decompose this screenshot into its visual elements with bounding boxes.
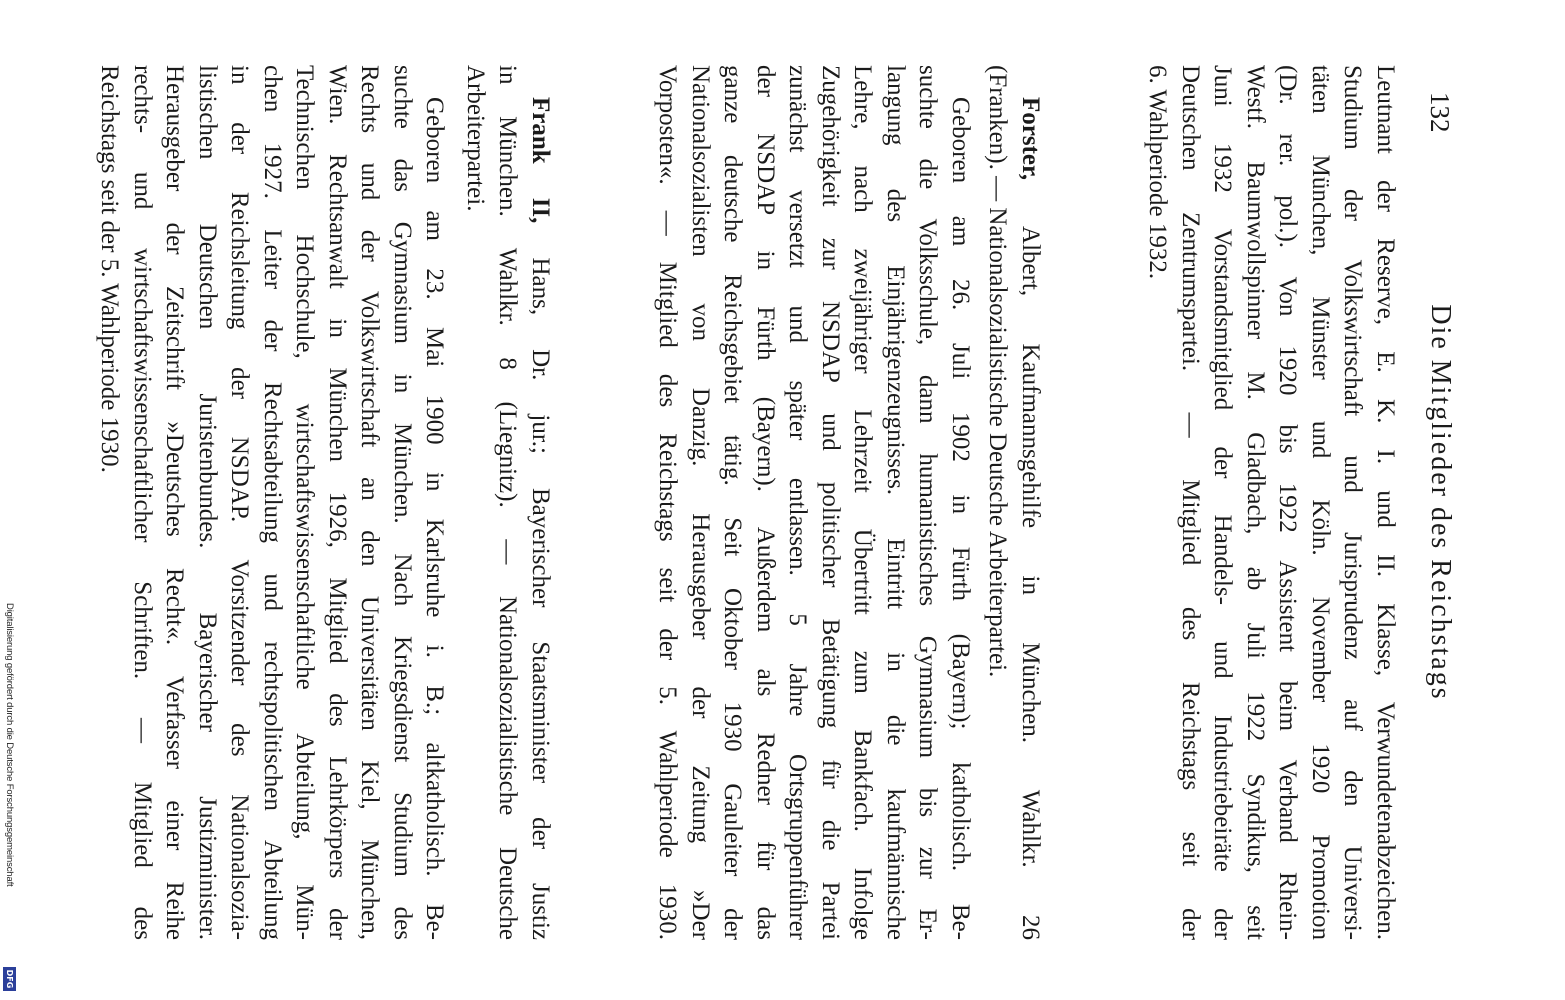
text-line: Arbeiterpartei.: [462, 65, 489, 212]
text-line: suchte die Volksschule, dann humanistisches Gymnasium bis zur Er-: [914, 65, 942, 940]
entry-heading-line: [524, 65, 557, 940]
text-line: 6. Wahlperiode 1932.: [1144, 65, 1172, 280]
page-number: 132: [1425, 92, 1455, 133]
text-line: ganze deutsche Reichsgebiet tätig. Seit Oktober 1930 Gauleiter der: [719, 65, 747, 940]
dfg-logo: DFG: [3, 967, 16, 991]
text-line: Geboren am 26. Juli 1902 in Fürth (Bayern); katholisch. Be-: [947, 97, 974, 940]
biography-paragraph: [651, 65, 976, 940]
entry-frank: [93, 65, 556, 940]
text-line: (Franken). — Nationalsozialistische Deutsche Arbeiterpartei.: [984, 65, 1012, 678]
text-line: Zugehörigkeit zur NSDAP und politischer Betätigung für die Partei: [817, 65, 844, 940]
text-line: Wien. Rechtsanwalt in München 1926, Mitglied des Lehrkörpers der: [324, 65, 351, 940]
entry-heading-line: [1014, 65, 1047, 940]
text-line: in München. Wahlkr. 8 (Liegnitz). — Nationalsozialistische Deutsche: [494, 65, 522, 940]
text-line: Technischen Hochschule, wirtschaftswissenschaftliche Abteilung, Mün-: [291, 65, 319, 940]
text-line: Leutnant der Reserve, E. K. I. und II. Klasse, Verwundetenabzeichen.: [1372, 65, 1399, 940]
text-line: rechts- und wirtschaftswissenschaftlicher Schriften. — Mitglied des: [129, 65, 156, 940]
text-line: zunächst versetzt und später entlassen. 5 Jahre Ortsgruppenführer: [784, 65, 812, 940]
text-line: Juni 1932 Vorstandsmitglied der Handels- und Industriebeiräte der: [1209, 65, 1237, 940]
text-line: listischen Deutschen Juristenbundes. Bayerischer Justizminister.: [194, 65, 221, 940]
text-line: Reichstags seit der 5. Wahlperiode 1930.: [96, 65, 124, 473]
text-line: Nationalsozialisten von Danzig. Herausgeber der Zeitung »Der: [687, 65, 714, 940]
entry-continuation: [1141, 65, 1401, 940]
running-head: Die Mitglieder des Reichstags: [1425, 304, 1456, 701]
text-line: Herausgeber der Zeitschrift »Deutsches Recht«. Verfasser einer Reihe: [161, 65, 189, 940]
member-details: Hans, Dr. jur.; Bayerischer Staatsminister der Justiz: [527, 257, 554, 940]
text-line: in der Reichsleitung der NSDAP. Vorsitzender des Nationalsozia-: [226, 65, 254, 940]
biography-paragraph: [93, 65, 451, 940]
text-line: Geboren am 23. Mai 1900 in Karlsruhe i. B.; altkatholisch. Be-: [421, 97, 449, 940]
text-line: Vorposten«. — Mitglied des Reichstags seit der 5. Wahlperiode 1930.: [654, 65, 682, 940]
text-line: Lehre, nach zweijähriger Lehrzeit Übertritt zum Bankfach. Infolge: [849, 65, 877, 940]
text-line: (Dr. rer. pol.). Von 1920 bis 1922 Assistent beim Verband Rhein-: [1274, 65, 1302, 940]
member-details: Albert, Kaufmannsgehilfe in München. Wahlkr. 26: [1017, 226, 1044, 940]
member-name: Forster,: [1017, 97, 1044, 181]
text-line: Studium der Volkswirtschaft und Jurisprudenz auf den Universi-: [1339, 65, 1367, 940]
digitization-credit: Digitalisierung gefördert durch die Deutsche Forschungsgemeinschaft: [4, 603, 15, 887]
text-line: täten München, Münster und Köln. November 1920 Promotion: [1307, 65, 1334, 940]
text-line: der NSDAP in Fürth (Bayern). Außerdem als Redner für das: [752, 65, 779, 940]
entry-forster: [651, 65, 1046, 940]
member-name: Frank II,: [527, 97, 554, 224]
digitization-footer: [2, 603, 16, 995]
text-line: Westf. Baumwollspinner M. Gladbach, ab Juli 1922 Syndikus, seit: [1242, 65, 1269, 940]
text-line: langung des Einjährigenzeugnisses. Eintritt in die kaufmännische: [882, 65, 909, 940]
text-line: Rechts und der Volkswirtschaft an den Universitäten Kiel, München,: [356, 65, 384, 940]
text-line: chen 1927. Leiter der Rechtsabteilung und rechtspolitischen Abteilung: [259, 65, 286, 940]
text-line: Deutschen Zentrumspartei. — Mitglied des Reichstags seit der: [1177, 65, 1204, 940]
text-line: suchte das Gymnasium in München. Nach Kriegsdienst Studium des: [389, 65, 416, 940]
